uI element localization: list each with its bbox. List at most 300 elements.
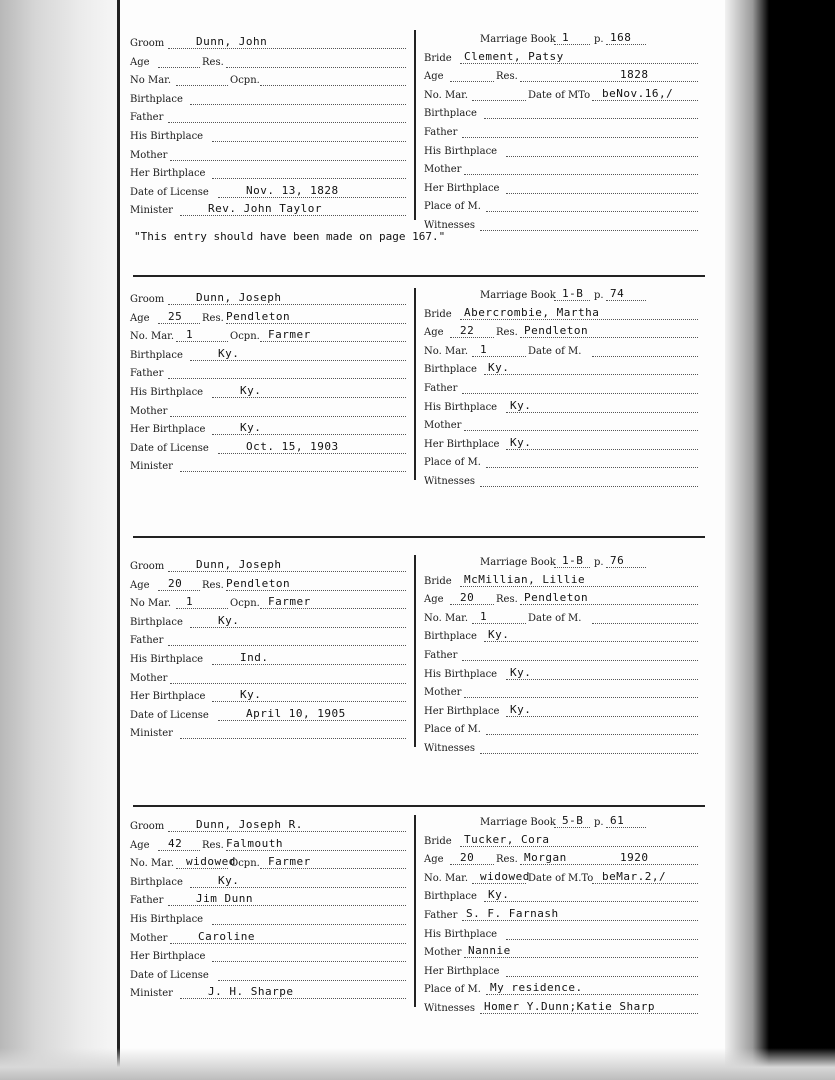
groom-her-birthplace-row bbox=[130, 949, 410, 965]
bride-witnesses-label: Witnesses bbox=[424, 1003, 475, 1014]
bride-no-mar-row bbox=[424, 88, 700, 104]
bride-res-label: Res. bbox=[496, 854, 518, 866]
groom-father-row bbox=[130, 366, 410, 382]
bride-age-label: Age bbox=[424, 854, 444, 866]
fill-line bbox=[506, 679, 698, 680]
groom-res-label: Res. bbox=[202, 839, 224, 851]
groom-her-birthplace-value: Ky. bbox=[240, 688, 262, 702]
groom-her-birthplace-label: Her Birthplace bbox=[130, 691, 206, 703]
groom-column bbox=[130, 815, 410, 1015]
groom-minister-row bbox=[130, 726, 410, 742]
bride-witnesses-row bbox=[424, 741, 700, 757]
bride-marriage-book-row bbox=[424, 288, 700, 304]
groom-mother-label: Mother bbox=[130, 405, 168, 417]
fill-line bbox=[464, 174, 698, 175]
bride-age-value: 20 bbox=[460, 851, 475, 865]
groom-ocpn-value: Farmer bbox=[268, 595, 311, 609]
groom-groom-row bbox=[130, 559, 410, 575]
groom-res-label: Res. bbox=[202, 579, 224, 591]
bride-res-value: Pendleton bbox=[524, 324, 589, 338]
marriage-record-4 bbox=[130, 815, 705, 1055]
bride-his-birthplace-value: Ky. bbox=[510, 665, 532, 679]
groom-her-birthplace-label: Her Birthplace bbox=[130, 168, 206, 180]
groom-no-mar-label: No Mar. bbox=[130, 75, 172, 87]
fill-line bbox=[484, 901, 698, 902]
bride-year-value: 1920 bbox=[620, 851, 649, 865]
bride-his-birthplace-label: His Birthplace bbox=[424, 668, 498, 680]
fill-line bbox=[506, 193, 698, 194]
groom-his-birthplace-label: His Birthplace bbox=[130, 914, 204, 925]
marriage-book-page-label: p. bbox=[594, 557, 604, 568]
bride-bride-row bbox=[424, 834, 700, 850]
bride-his-birthplace-row bbox=[424, 667, 700, 683]
groom-his-birthplace-row bbox=[130, 912, 410, 928]
bride-her-birthplace-label: Her Birthplace bbox=[424, 438, 500, 450]
groom-minister-label: Minister bbox=[130, 461, 173, 473]
bride-bride-value: Clement, Patsy bbox=[464, 49, 564, 63]
bride-birthplace-label: Birthplace bbox=[424, 108, 477, 120]
marriage-book-page-number: 61 bbox=[610, 814, 625, 827]
bride-place-of-m-row bbox=[424, 199, 700, 215]
fill-line bbox=[462, 137, 698, 138]
groom-minister-row bbox=[130, 203, 410, 219]
fill-line bbox=[606, 44, 646, 45]
groom-age-value: 42 bbox=[168, 836, 183, 850]
groom-res-value: Falmouth bbox=[226, 836, 283, 850]
groom-groom-value: Dunn, Joseph R. bbox=[196, 818, 303, 831]
groom-ocpn-value: Farmer bbox=[268, 328, 311, 342]
column-divider bbox=[414, 30, 416, 220]
bride-his-birthplace-value: Ky. bbox=[510, 398, 532, 412]
groom-ocpn-label: Ocpn. bbox=[230, 858, 260, 870]
groom-birthplace-row bbox=[130, 348, 410, 364]
groom-his-birthplace-value: Ind. bbox=[240, 651, 269, 664]
groom-father-row bbox=[130, 110, 410, 126]
marriage-record-2 bbox=[130, 288, 705, 528]
record-separator bbox=[133, 805, 705, 807]
groom-birthplace-label: Birthplace bbox=[130, 349, 183, 361]
bride-bride-value: McMillian, Lillie bbox=[464, 572, 586, 586]
groom-his-birthplace-value: Ky. bbox=[240, 384, 262, 397]
bride-place-of-m-row bbox=[424, 455, 700, 471]
bride-witnesses-row bbox=[424, 1001, 700, 1017]
bride-mother-row bbox=[424, 685, 700, 701]
bride-age-row bbox=[424, 852, 700, 868]
fill-line bbox=[480, 753, 698, 754]
fill-line bbox=[554, 567, 590, 568]
marriage-book-label: Marriage Book bbox=[480, 290, 556, 301]
marriage-record-1 bbox=[130, 30, 705, 270]
groom-column bbox=[130, 30, 410, 230]
bride-age-value: 22 bbox=[460, 324, 475, 338]
fill-line bbox=[506, 976, 698, 977]
bride-marriage-book-row bbox=[424, 32, 700, 48]
marriage-book-page-label: p. bbox=[594, 34, 604, 45]
groom-birthplace-row bbox=[130, 615, 410, 631]
bride-mother-label: Mother bbox=[424, 420, 462, 432]
bride-bride-label: Bride bbox=[424, 575, 452, 587]
fill-line bbox=[484, 374, 698, 375]
record-separator bbox=[133, 275, 705, 277]
fill-line bbox=[212, 178, 406, 179]
groom-her-birthplace-label: Her Birthplace bbox=[130, 951, 206, 963]
scan-left-margin bbox=[0, 0, 118, 1080]
groom-ocpn-label: Ocpn. bbox=[230, 331, 260, 343]
groom-age-value: 25 bbox=[168, 309, 183, 323]
fill-line bbox=[176, 341, 228, 342]
groom-no-mar-label: No Mar. bbox=[130, 598, 172, 610]
groom-groom-value: Dunn, Joseph bbox=[196, 291, 282, 304]
fill-line bbox=[486, 211, 698, 212]
fill-line bbox=[606, 827, 646, 828]
bride-no-mar-row bbox=[424, 871, 700, 887]
bride-witnesses-row bbox=[424, 474, 700, 490]
bride-column bbox=[424, 288, 700, 498]
bride-her-birthplace-row bbox=[424, 437, 700, 453]
fill-line bbox=[450, 81, 494, 82]
bride-mother-row bbox=[424, 162, 700, 178]
fill-line bbox=[464, 697, 698, 698]
bride-no-mar-label: No. Mar. bbox=[424, 612, 469, 624]
fill-line bbox=[506, 939, 698, 940]
bride-year-value: 1828 bbox=[620, 68, 649, 82]
bride-res-label: Res. bbox=[496, 327, 518, 339]
bride-his-birthplace-row bbox=[424, 144, 700, 160]
groom-groom-row bbox=[130, 36, 410, 52]
bride-his-birthplace-row bbox=[424, 927, 700, 943]
fill-line bbox=[170, 416, 406, 417]
marriage-book-label: Marriage Book bbox=[480, 817, 556, 828]
fill-line bbox=[462, 660, 698, 661]
fill-line bbox=[486, 467, 698, 468]
groom-no-mar-value: widowed bbox=[186, 855, 236, 869]
bride-bride-row bbox=[424, 51, 700, 67]
groom-father-label: Father bbox=[130, 895, 164, 907]
groom-age-label: Age bbox=[130, 579, 150, 591]
bride-birthplace-value: Ky. bbox=[488, 628, 510, 642]
fill-line bbox=[484, 118, 698, 119]
marriage-record-3 bbox=[130, 555, 705, 795]
bride-her-birthplace-row bbox=[424, 964, 700, 980]
marriage-book-page-label: p. bbox=[594, 817, 604, 828]
fill-line bbox=[480, 486, 698, 487]
marriage-book-label: Marriage Book bbox=[480, 34, 556, 45]
groom-her-birthplace-row bbox=[130, 422, 410, 438]
groom-res-label: Res. bbox=[202, 312, 224, 324]
bride-father-label: Father bbox=[424, 127, 458, 138]
fill-line bbox=[554, 827, 590, 828]
bride-marriage-book-row bbox=[424, 815, 700, 831]
groom-date-of-license-row bbox=[130, 441, 410, 457]
record-note: "This entry should have been made on page 167." bbox=[134, 230, 446, 243]
marriage-book-number: 1 bbox=[562, 31, 570, 44]
bride-father-value: S. F. Farnash bbox=[466, 907, 559, 920]
fill-line bbox=[190, 104, 406, 105]
groom-no-mar-row bbox=[130, 73, 410, 89]
groom-minister-row bbox=[130, 459, 410, 475]
groom-age-row bbox=[130, 838, 410, 854]
bride-mother-row bbox=[424, 418, 700, 434]
bride-date-of-m-label: Date of M. bbox=[528, 612, 582, 624]
fill-line bbox=[606, 300, 646, 301]
groom-no-mar-value: 1 bbox=[186, 595, 194, 609]
scan-bottom-margin bbox=[0, 1048, 835, 1080]
groom-date-of-license-row bbox=[130, 708, 410, 724]
fill-line bbox=[226, 67, 406, 68]
groom-date-of-license-value: April 10, 1905 bbox=[246, 706, 346, 720]
groom-birthplace-value: Ky. bbox=[218, 346, 240, 360]
groom-column bbox=[130, 555, 410, 755]
bride-witnesses-label: Witnesses bbox=[424, 220, 475, 231]
bride-date-of-m-value: beMar.2,/ bbox=[602, 869, 667, 883]
bride-mother-label: Mother bbox=[424, 947, 462, 959]
bride-no-mar-value: 1 bbox=[480, 609, 488, 623]
groom-her-birthplace-label: Her Birthplace bbox=[130, 424, 206, 436]
marriage-book-page-label: p. bbox=[594, 290, 604, 301]
groom-date-of-license-value: Oct. 15, 1903 bbox=[246, 439, 339, 453]
groom-mother-label: Mother bbox=[130, 932, 168, 944]
bride-res-label: Res. bbox=[496, 594, 518, 606]
bride-age-row bbox=[424, 69, 700, 85]
groom-res-value: Pendleton bbox=[226, 576, 291, 590]
groom-mother-row bbox=[130, 404, 410, 420]
groom-groom-label: Groom bbox=[130, 561, 165, 572]
groom-birthplace-label: Birthplace bbox=[130, 876, 183, 888]
bride-place-of-m-label: Place of M. bbox=[424, 457, 481, 469]
fill-line bbox=[554, 44, 590, 45]
bride-her-birthplace-label: Her Birthplace bbox=[424, 182, 500, 194]
bride-his-birthplace-label: His Birthplace bbox=[424, 401, 498, 413]
bride-mother-label: Mother bbox=[424, 164, 462, 176]
bride-birthplace-value: Ky. bbox=[488, 361, 510, 375]
bride-bride-label: Bride bbox=[424, 308, 452, 320]
bride-bride-row bbox=[424, 574, 700, 590]
groom-age-row bbox=[130, 311, 410, 327]
fill-line bbox=[168, 122, 406, 123]
groom-groom-label: Groom bbox=[130, 38, 165, 49]
groom-birthplace-value: Ky. bbox=[218, 613, 240, 627]
fill-line bbox=[168, 645, 406, 646]
record-separator bbox=[133, 536, 705, 538]
groom-groom-row bbox=[130, 819, 410, 835]
fill-line bbox=[506, 156, 698, 157]
groom-res-label: Res. bbox=[202, 56, 224, 68]
groom-birthplace-row bbox=[130, 875, 410, 891]
marriage-book-page-number: 168 bbox=[610, 31, 632, 44]
groom-ocpn-label: Ocpn. bbox=[230, 75, 260, 87]
groom-her-birthplace-row bbox=[130, 689, 410, 705]
bride-mother-value: Nannie bbox=[468, 944, 511, 958]
groom-age-row bbox=[130, 55, 410, 71]
column-divider bbox=[414, 288, 416, 480]
bride-date-of-m-label: Date of M.To bbox=[528, 872, 594, 884]
bride-column bbox=[424, 815, 700, 1025]
bride-no-mar-value: widowed bbox=[480, 869, 530, 883]
groom-date-of-license-row bbox=[130, 185, 410, 201]
bride-birthplace-label: Birthplace bbox=[424, 891, 477, 903]
groom-his-birthplace-row bbox=[130, 385, 410, 401]
fill-line bbox=[464, 430, 698, 431]
bride-witnesses-label: Witnesses bbox=[424, 476, 475, 487]
bride-bride-row bbox=[424, 307, 700, 323]
fill-line bbox=[212, 961, 406, 962]
bride-mother-label: Mother bbox=[424, 687, 462, 699]
bride-place-of-m-row bbox=[424, 722, 700, 738]
bride-her-birthplace-label: Her Birthplace bbox=[424, 705, 500, 717]
groom-minister-label: Minister bbox=[130, 205, 173, 217]
bride-date-of-m-label: Date of MTo bbox=[528, 89, 591, 101]
bride-birthplace-label: Birthplace bbox=[424, 364, 477, 376]
bride-birthplace-row bbox=[424, 889, 700, 905]
groom-no-mar-label: No. Mar. bbox=[130, 331, 175, 343]
bride-res-value: Morgan bbox=[524, 851, 567, 865]
groom-res-value: Pendleton bbox=[226, 309, 291, 323]
bride-birthplace-row bbox=[424, 362, 700, 378]
bride-age-label: Age bbox=[424, 71, 444, 83]
scan-right-margin bbox=[725, 0, 835, 1080]
bride-mother-row bbox=[424, 945, 700, 961]
groom-father-label: Father bbox=[130, 635, 164, 647]
bride-place-of-m-label: Place of M. bbox=[424, 201, 481, 213]
groom-date-of-license-label: Date of License bbox=[130, 442, 209, 454]
fill-line bbox=[170, 683, 406, 684]
fill-line bbox=[158, 67, 200, 68]
bride-no-mar-row bbox=[424, 611, 700, 627]
groom-her-birthplace-row bbox=[130, 166, 410, 182]
groom-ocpn-value: Farmer bbox=[268, 855, 311, 869]
fill-line bbox=[212, 924, 406, 925]
groom-groom-label: Groom bbox=[130, 821, 165, 832]
bride-res-label: Res. bbox=[496, 71, 518, 83]
bride-no-mar-value: 1 bbox=[480, 342, 488, 356]
marriage-book-label: Marriage Book bbox=[480, 557, 556, 568]
fill-line bbox=[176, 608, 228, 609]
marriage-book-page-number: 74 bbox=[610, 287, 625, 300]
bride-witnesses-label: Witnesses bbox=[424, 743, 475, 754]
bride-place-of-m-value: My residence. bbox=[490, 981, 583, 995]
groom-date-of-license-value: Nov. 13, 1828 bbox=[246, 183, 339, 197]
groom-mother-row bbox=[130, 671, 410, 687]
bride-father-label: Father bbox=[424, 910, 458, 921]
groom-ocpn-label: Ocpn. bbox=[230, 598, 260, 610]
bride-bride-label: Bride bbox=[424, 52, 452, 64]
groom-date-of-license-label: Date of License bbox=[130, 709, 209, 721]
bride-bride-value: Tucker, Cora bbox=[464, 832, 550, 846]
bride-column bbox=[424, 30, 700, 240]
bride-her-birthplace-value: Ky. bbox=[510, 702, 532, 716]
groom-his-birthplace-label: His Birthplace bbox=[130, 131, 204, 142]
groom-no-mar-value: 1 bbox=[186, 328, 194, 342]
groom-date-of-license-label: Date of License bbox=[130, 969, 209, 981]
groom-age-label: Age bbox=[130, 839, 150, 851]
fill-line bbox=[520, 81, 698, 82]
groom-no-mar-label: No. Mar. bbox=[130, 858, 175, 870]
bride-her-birthplace-row bbox=[424, 704, 700, 720]
groom-minister-label: Minister bbox=[130, 988, 173, 1000]
groom-date-of-license-label: Date of License bbox=[130, 186, 209, 198]
groom-age-label: Age bbox=[130, 312, 150, 324]
groom-groom-value: Dunn, John bbox=[196, 35, 268, 48]
groom-minister-label: Minister bbox=[130, 728, 173, 740]
bride-res-value: Pendleton bbox=[524, 591, 589, 605]
groom-minister-value: J. H. Sharpe bbox=[208, 985, 294, 999]
fill-line bbox=[218, 980, 406, 981]
groom-minister-value: Rev. John Taylor bbox=[208, 202, 322, 216]
bride-no-mar-label: No. Mar. bbox=[424, 89, 469, 101]
groom-his-birthplace-row bbox=[130, 129, 410, 145]
bride-date-of-m-value: beNov.16,/ bbox=[602, 86, 674, 100]
groom-father-label: Father bbox=[130, 112, 164, 124]
fill-line bbox=[260, 85, 406, 86]
fill-line bbox=[506, 412, 698, 413]
bride-her-birthplace-label: Her Birthplace bbox=[424, 965, 500, 977]
groom-no-mar-row bbox=[130, 856, 410, 872]
bride-age-label: Age bbox=[424, 594, 444, 606]
fill-line bbox=[592, 356, 698, 357]
bride-birthplace-value: Ky. bbox=[488, 888, 510, 902]
groom-father-row bbox=[130, 633, 410, 649]
bride-no-mar-label: No. Mar. bbox=[424, 872, 469, 884]
bride-father-label: Father bbox=[424, 383, 458, 394]
bride-age-value: 20 bbox=[460, 591, 475, 605]
groom-age-value: 20 bbox=[168, 576, 183, 590]
bride-birthplace-label: Birthplace bbox=[424, 631, 477, 643]
groom-mother-row bbox=[130, 931, 410, 947]
groom-birthplace-value: Ky. bbox=[218, 873, 240, 887]
bride-father-label: Father bbox=[424, 650, 458, 661]
groom-birthplace-row bbox=[130, 92, 410, 108]
bride-her-birthplace-row bbox=[424, 181, 700, 197]
groom-birthplace-label: Birthplace bbox=[130, 616, 183, 628]
groom-mother-label: Mother bbox=[130, 149, 168, 161]
groom-column bbox=[130, 288, 410, 488]
bride-column bbox=[424, 555, 700, 765]
groom-groom-value: Dunn, Joseph bbox=[196, 558, 282, 571]
bride-bride-value: Abercrombie, Martha bbox=[464, 305, 600, 319]
groom-groom-row bbox=[130, 292, 410, 308]
fill-line bbox=[592, 623, 698, 624]
column-divider bbox=[414, 815, 416, 1007]
column-divider bbox=[414, 555, 416, 747]
groom-date-of-license-row bbox=[130, 968, 410, 984]
bride-age-row bbox=[424, 592, 700, 608]
bride-her-birthplace-value: Ky. bbox=[510, 435, 532, 449]
fill-line bbox=[170, 160, 406, 161]
marriage-book-number: 1-B bbox=[562, 287, 584, 300]
bride-bride-label: Bride bbox=[424, 835, 452, 847]
groom-his-birthplace-label: His Birthplace bbox=[130, 387, 204, 398]
bride-place-of-m-label: Place of M. bbox=[424, 984, 481, 996]
fill-line bbox=[554, 300, 590, 301]
fill-line bbox=[168, 378, 406, 379]
groom-minister-row bbox=[130, 986, 410, 1002]
groom-father-row bbox=[130, 893, 410, 909]
fill-line bbox=[606, 567, 646, 568]
bride-father-row bbox=[424, 908, 700, 924]
bride-age-label: Age bbox=[424, 327, 444, 339]
fill-line bbox=[472, 100, 526, 101]
bride-no-mar-label: No. Mar. bbox=[424, 345, 469, 357]
fill-line bbox=[506, 449, 698, 450]
groom-mother-value: Caroline bbox=[198, 929, 255, 943]
bride-place-of-m-label: Place of M. bbox=[424, 724, 481, 736]
bride-date-of-m-label: Date of M. bbox=[528, 345, 582, 357]
bride-father-row bbox=[424, 381, 700, 397]
groom-father-value: Jim Dunn bbox=[196, 892, 253, 906]
groom-no-mar-row bbox=[130, 596, 410, 612]
groom-his-birthplace-label: His Birthplace bbox=[130, 654, 204, 665]
bride-his-birthplace-label: His Birthplace bbox=[424, 928, 498, 940]
